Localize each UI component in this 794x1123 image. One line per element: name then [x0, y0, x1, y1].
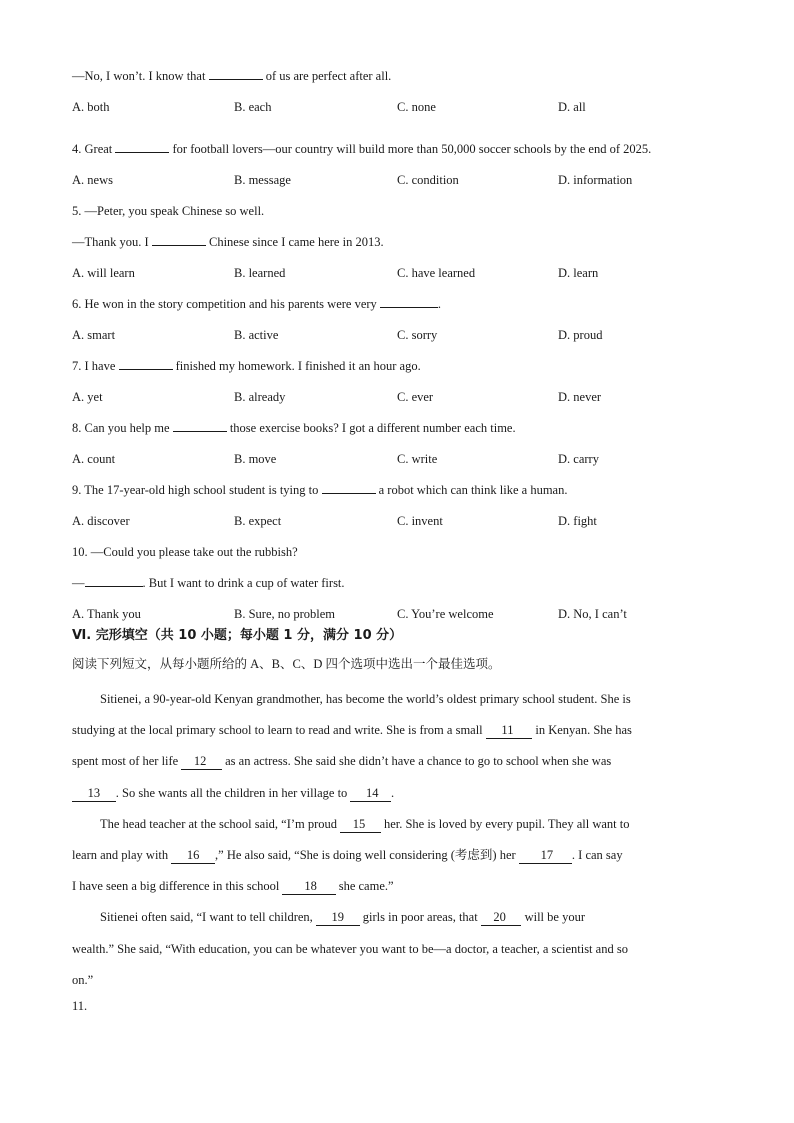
passage-text: ,” He also said, “She is doing well considering (考虑到) her [215, 847, 516, 862]
q3-option-b[interactable]: B. each [234, 100, 272, 114]
passage-text: her. She is loved by every pupil. They all want to [383, 816, 630, 831]
q5-option-b[interactable]: B. learned [234, 266, 286, 280]
passage-text: learn and play with [72, 847, 169, 862]
q3-options [72, 97, 732, 128]
q10-stem [72, 573, 732, 604]
q3-option-d[interactable]: D. all [558, 100, 586, 114]
q3-blank[interactable] [209, 66, 263, 80]
q10-option-c[interactable]: C. You’re welcome [397, 607, 494, 621]
passage-text: in Kenyan. She has [535, 723, 632, 738]
q5-blank[interactable] [152, 232, 206, 246]
q7-option-b[interactable]: B. already [234, 390, 286, 404]
q7-option-c[interactable]: C. ever [397, 390, 434, 404]
q5-prompt: 5. —Peter, you speak Chinese so well. [72, 204, 265, 218]
q5-option-d[interactable]: D. learn [558, 266, 599, 280]
q10-option-a[interactable]: A. Thank you [72, 607, 141, 621]
passage-paragraph-3 [72, 902, 732, 996]
q4-option-c[interactable]: C. condition [397, 173, 459, 187]
blank-number: 15 [352, 816, 366, 831]
q5-stem [72, 232, 732, 263]
q6-text-after: . [437, 297, 442, 311]
blank-19[interactable] [316, 909, 360, 926]
q4-text-before: 4. Great [72, 142, 113, 156]
passage-paragraph-2 [72, 809, 732, 903]
passage-paragraph-1 [72, 684, 732, 809]
section-instruction: 阅读下列短文，从每小题所给的 A、B、C、D 四个选项中选出一个最佳选项。 [72, 657, 501, 671]
q4-option-a[interactable]: A. news [72, 173, 113, 187]
q9-option-b[interactable]: B. expect [234, 514, 282, 528]
q6-options [72, 325, 732, 356]
blank-13[interactable] [72, 785, 116, 802]
q8-option-b[interactable]: B. move [234, 452, 277, 466]
passage-text: girls in poor areas, that [362, 910, 478, 925]
q3-text-before: —No, I won’t. I know that [72, 69, 206, 83]
blank-number: 14 [366, 785, 379, 800]
passage-text: . [391, 785, 395, 800]
q7-option-d[interactable]: D. never [558, 390, 602, 404]
q3-option-c[interactable]: C. none [397, 100, 436, 114]
exam-page [72, 66, 732, 1018]
footer-question-number: 11. [72, 998, 88, 1013]
q5-text-before: —Thank you. I [72, 235, 149, 249]
q9-option-a[interactable]: A. discover [72, 514, 130, 528]
q7-text-after: finished my homework. I finished it an hour ago. [175, 359, 421, 373]
q8-stem [72, 418, 732, 449]
q10-prompt: 10. —Could you please take out the rubbish? [72, 545, 298, 559]
q9-text-after: a robot which can think like a human. [378, 483, 568, 497]
passage-line [72, 902, 732, 933]
passage-text: will be your [524, 910, 585, 925]
q10-options [72, 604, 732, 626]
passage-line [72, 746, 732, 777]
q3-option-a[interactable]: A. both [72, 100, 110, 114]
passage-text: she came.” [338, 879, 394, 894]
q10-option-d[interactable]: D. No, I can’t [558, 607, 627, 621]
blank-17[interactable] [519, 847, 572, 864]
q4-options [72, 170, 732, 201]
q6-option-c[interactable]: C. sorry [397, 328, 438, 342]
passage-line [72, 778, 732, 809]
passage-line [72, 809, 732, 840]
passage-text: I have seen a big difference in this school [72, 879, 280, 894]
q8-text-after: those exercise books? I got a different number each time. [229, 421, 516, 435]
q3-text-after: of us are perfect after all. [265, 69, 392, 83]
q4-stem [72, 139, 732, 170]
q6-option-a[interactable]: A. smart [72, 328, 116, 342]
q10-text-after: . But I want to drink a cup of water first. [142, 576, 345, 590]
q5-options [72, 263, 732, 294]
passage-text: as an actress. She said she didn’t have a chance to go to school when she was [225, 754, 612, 769]
q8-option-a[interactable]: A. count [72, 452, 116, 466]
q6-blank[interactable] [380, 294, 438, 308]
q9-blank[interactable] [322, 480, 376, 494]
blank-16[interactable] [171, 847, 215, 864]
section-title: Ⅵ. 完形填空（共 10 小题；每小题 1 分，满分 10 分） [72, 628, 403, 643]
blank-15[interactable] [340, 816, 381, 833]
q6-option-b[interactable]: B. active [234, 328, 279, 342]
passage-line [72, 871, 732, 902]
blank-14[interactable] [350, 785, 391, 802]
q9-option-d[interactable]: D. fight [558, 514, 597, 528]
q4-option-b[interactable]: B. message [234, 173, 291, 187]
q10-blank[interactable] [85, 573, 143, 587]
blank-number: 16 [186, 847, 200, 862]
q8-options [72, 449, 732, 480]
q5-text-after: Chinese since I came here in 2013. [208, 235, 384, 249]
passage-text: The head teacher at the school said, “I’m proud [100, 816, 338, 831]
passage-line [72, 840, 732, 871]
q4-option-d[interactable]: D. information [558, 173, 633, 187]
blank-number: 19 [331, 910, 345, 925]
blank-11[interactable] [486, 722, 532, 739]
passage-text: wealth.” She said, “With education, you can be whatever you want to be—a doctor, a teacher, a scientist and so [72, 941, 628, 956]
q10-option-b[interactable]: B. Sure, no problem [234, 607, 336, 621]
blank-18[interactable] [282, 878, 335, 895]
q7-options [72, 387, 732, 418]
blank-number: 13 [87, 785, 101, 800]
q8-text-before: 8. Can you help me [72, 421, 170, 435]
q9-stem [72, 480, 732, 511]
passage-line [72, 684, 732, 715]
q8-blank[interactable] [173, 418, 227, 432]
blank-number: 18 [304, 879, 317, 894]
passage-line [72, 715, 732, 746]
q4-blank[interactable] [115, 139, 169, 153]
blank-number: 12 [193, 754, 207, 769]
q9-option-c[interactable]: C. invent [397, 514, 443, 528]
passage-text: studying at the local primary school to learn to read and write. She is from a small [72, 723, 483, 738]
passage-line [72, 965, 732, 996]
passage-text: . So she wants all the children in her village to [115, 785, 348, 800]
passage-text: Sitienei, a 90-year-old Kenyan grandmother, has become the world’s oldest primary school student. She is [100, 692, 631, 706]
passage-text: . I can say [571, 847, 623, 862]
blank-number: 20 [493, 910, 506, 925]
q6-option-d[interactable]: D. proud [558, 328, 603, 342]
q4-text-after: for football lovers—our country will build more than 50,000 soccer schools by the end of 2025. [172, 142, 652, 156]
q7-blank[interactable] [119, 356, 173, 370]
q3-answer-line [72, 66, 732, 97]
passage-text: on.” [72, 972, 94, 987]
blank-number: 11 [501, 723, 514, 738]
passage-text: Sitienei often said, “I want to tell children, [100, 910, 313, 925]
blank-20[interactable] [481, 909, 522, 926]
q9-text-before: 9. The 17-year-old high school student is tying to [72, 483, 319, 497]
q7-text-before: 7. I have [72, 359, 116, 373]
q7-option-a[interactable]: A. yet [72, 390, 103, 404]
q8-option-c[interactable]: C. write [397, 452, 438, 466]
q9-options [72, 511, 732, 542]
blank-number: 17 [540, 847, 554, 862]
passage-text: spent most of her life [72, 754, 179, 769]
q5-option-c[interactable]: C. have learned [397, 266, 476, 280]
q10-text-before: — [72, 576, 85, 590]
blank-12[interactable] [181, 753, 222, 770]
q6-text-before: 6. He won in the story competition and his parents were very [72, 297, 377, 311]
q6-stem [72, 294, 732, 325]
q5-option-a[interactable]: A. will learn [72, 266, 135, 280]
q8-option-d[interactable]: D. carry [558, 452, 599, 466]
passage-line [72, 934, 732, 965]
q7-stem [72, 356, 732, 387]
